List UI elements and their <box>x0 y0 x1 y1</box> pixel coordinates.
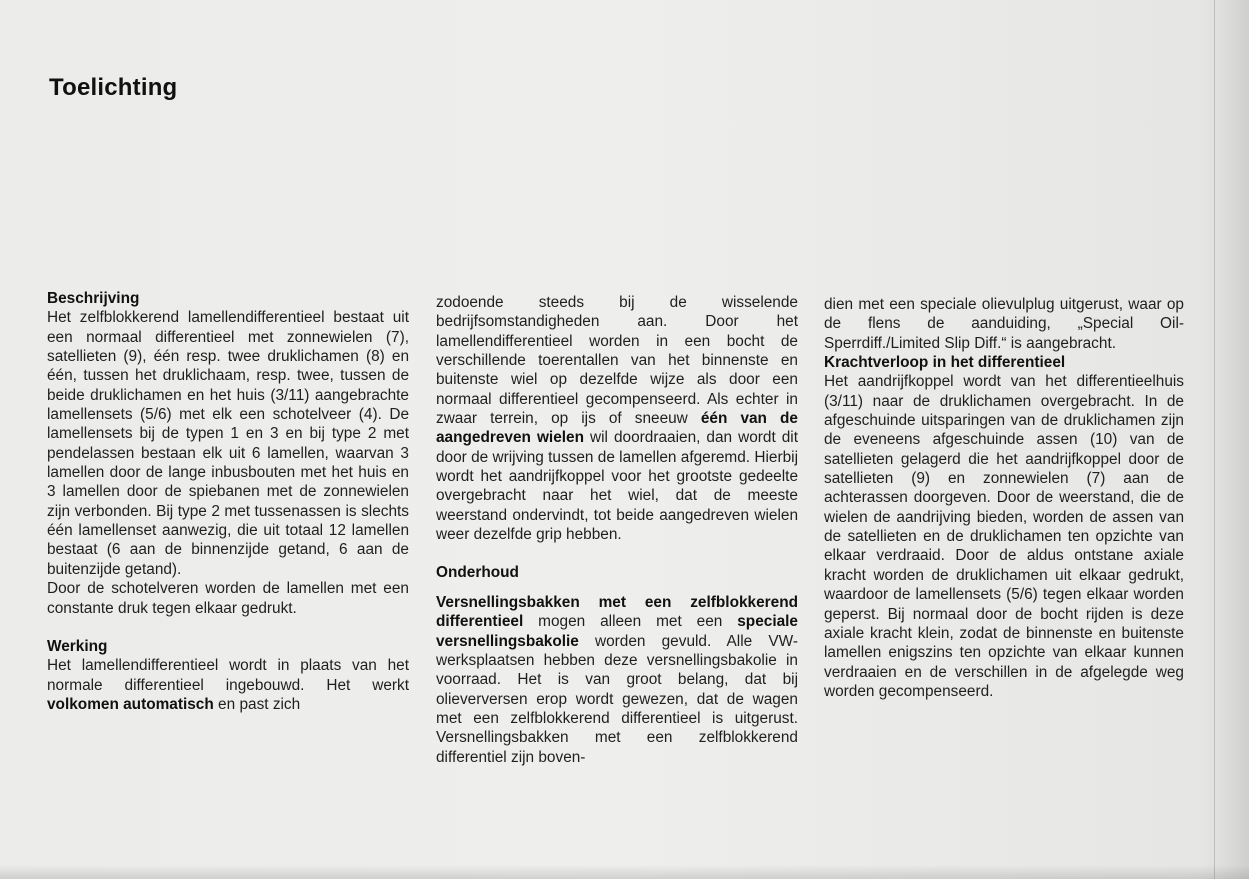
page-edge <box>1214 0 1249 879</box>
werking-cont-text-b: wil doordraaien, dan wordt dit door de wrijving tussen de lamellen afgeremd. Hierbij wordt het aandrijfkoppel voor het grootste gedeelte overgebracht naar het wiel, dat de meeste weerstand ondervindt, tot beide aangedreven wielen weer dezelfde grip hebben. <box>436 429 798 544</box>
paragraph-werking-cont <box>436 293 798 544</box>
onderhoud-bold-2: speciale versnellingsbakolie <box>436 613 798 650</box>
paragraph-werking <box>47 656 409 714</box>
onderhoud-text-b: worden gevuld. Alle VW-werksplaatsen hebben deze versnellingsbakolie in voorraad. Het is van groot belang, dat bij olieverversen erop wordt gewezen, dat de wagen met een zelfblokkerend differentieel is uitgerust. Versnellingsbakken met een zelfblokkerend differentiel zijn boven- <box>436 632 798 766</box>
column-2 <box>436 293 798 767</box>
column-1 <box>47 289 409 714</box>
paragraph-beschrijving-1: Het zelfblokkerend lamellendifferentieel bestaat uit een normaal differentieel met zonnewielen (7), satellieten (9), één resp. twee druklichamen (8) en één, tussen het druklichaam, resp. twee, tussen de beide druklichamen en het huis (3/11) aangebrachte lamellensets (5/6) met elk een schotelveer (4). De lamellensets bij de typen 1 en 3 en bij type 2 met pendelassen bestaan elk uit 6 lamellen, waarvan 3 lamellen door de lange inbusbouten met het huis en 3 lamellen door de spiebanen met de zonnewielen zijn verbonden. Bij type 2 met tussenassen is slechts één lamellenset aanwezig, die uit totaal 12 lamellen bestaat (6 aan de binnenzijde getand, 6 aan de buitenzijde getand). <box>47 309 409 578</box>
heading-werking: Werking <box>47 637 108 655</box>
paragraph-beschrijving-2: Door de schotelveren worden de lamellen met een constante druk tegen elkaar gedrukt. <box>47 580 409 617</box>
paragraph-krachtverloop: Het aandrijfkoppel wordt van het differentieelhuis (3/11) naar de druklichamen overgebracht. In de afgeschuinde uitsparingen van de druklichamen zijn de eveneens afgeschuinde assen (10) van de satellieten gelagerd die het aandrijfkoppel door de satellieten (9) en zonnewielen (7) aan de achterassen doorgeven. Door de weerstand, die de wielen de aandrijving bieden, worden de assen van de satellieten en de druklichamen ten opzichte van elkaar verdraaid. Door de aldus ontstane axiale kracht worden de druklichamen uit elkaar gedrukt, waardoor de lamellensets (5/6) tegen elkaar worden geperst. Bij normaal door de bocht rijden is deze axiale kracht klein, zodat de binnenste en buitenste lamellen enigszins ten opzichte van elkaar kunnen verdraaien en de verschillen in de afgelegde weg worden gecompenseerd. <box>824 373 1184 700</box>
onderhoud-bold-1: Versnellingsbakken met een zelfblokkerend differentieel <box>436 593 798 631</box>
page-bottom-shadow <box>0 865 1249 879</box>
onderhoud-text-a: mogen alleen met een <box>523 613 738 631</box>
werking-text-b: en past zich <box>213 695 301 713</box>
werking-bold: volkomen automatisch <box>47 695 214 713</box>
heading-onderhoud: Onderhoud <box>436 564 519 582</box>
column-3 <box>824 295 1184 701</box>
paragraph-onderhoud <box>436 593 798 767</box>
page-title: Toelichting <box>49 74 178 101</box>
heading-beschrijving: Beschrijving <box>47 290 140 307</box>
werking-text-a: Het lamellendifferentieel wordt in plaats van het normale differentieel ingebouwd. Het werkt <box>47 657 409 694</box>
heading-krachtverloop: Krachtverloop in het differentieel <box>824 354 1066 372</box>
werking-cont-text-a: zodoende steeds bij de wisselende bedrijfsomstandigheden aan. Door het lamellendifferentieel worden in een bocht de verschillende toerentallen van het binnenste en buitenste wiel op dezelfde wijze als door een normaal differentieel gecompenseerd. Als echter in zwaar terrein, op ijs of sneeuw <box>436 294 798 428</box>
aangedreven-wielen-bold: één van de aangedreven wielen <box>436 410 798 447</box>
paragraph-olievulplug: dien met een speciale olievulplug uitgerust, waar op de flens de aanduiding, „Special Oil-Sperrdiff./Limited Slip Diff.“ is aangebracht. <box>824 296 1184 352</box>
